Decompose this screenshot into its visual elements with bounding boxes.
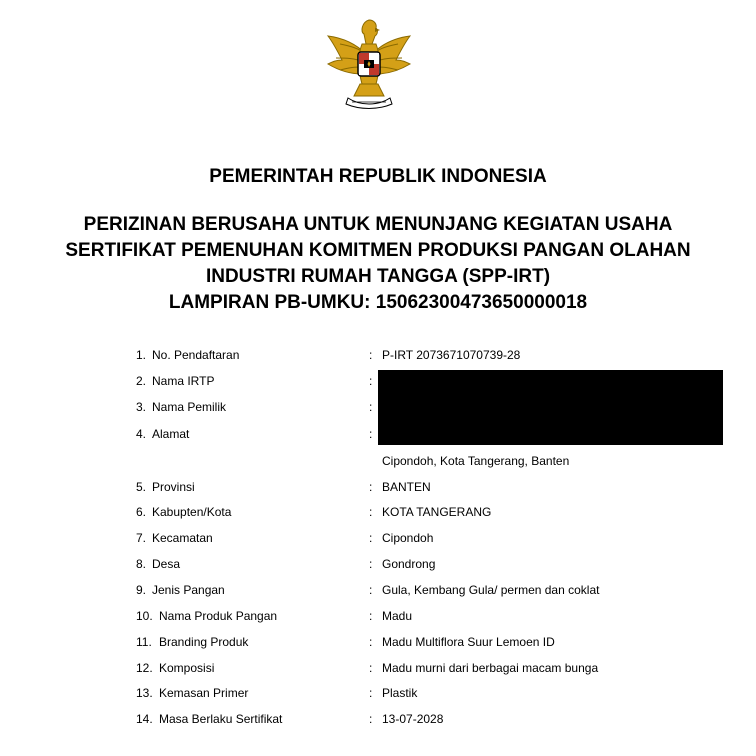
- field-value: Plastik: [382, 686, 418, 700]
- field-row-certificate-validity: [0, 709, 756, 729]
- field-row-food-type: [0, 580, 756, 600]
- field-row-primary-packaging: [0, 683, 756, 703]
- field-row-regency-city: [0, 502, 756, 522]
- field-label: No. Pendaftaran: [152, 348, 240, 362]
- field-value: Cipondoh: [382, 531, 434, 545]
- field-value: Madu murni dari berbagai macam bunga: [382, 661, 599, 675]
- title-line-2: SERTIFIKAT PEMENUHAN KOMITMEN PRODUKSI PANGAN OLAHAN: [65, 240, 691, 261]
- field-number: 2.: [136, 374, 147, 388]
- field-number: 3.: [136, 400, 147, 414]
- field-colon: :: [369, 609, 373, 623]
- field-value: Gondrong: [382, 557, 436, 571]
- field-colon: :: [369, 505, 373, 519]
- field-value: Cipondoh, Kota Tangerang, Banten: [382, 454, 570, 468]
- field-colon: :: [369, 583, 373, 597]
- field-label: Kabupten/Kota: [152, 505, 232, 519]
- field-value: KOTA TANGERANG: [382, 505, 492, 519]
- field-number: 7.: [136, 531, 147, 545]
- field-colon: :: [369, 427, 373, 441]
- government-heading: PEMERINTAH REPUBLIK INDONESIA: [209, 166, 547, 187]
- field-label: Branding Produk: [159, 635, 249, 649]
- field-label: Desa: [152, 557, 181, 571]
- field-colon: :: [369, 635, 373, 649]
- field-label: Nama Pemilik: [152, 400, 227, 414]
- certificate-title: [0, 212, 756, 316]
- field-value: BANTEN: [382, 480, 431, 494]
- field-label: Kemasan Primer: [159, 686, 249, 700]
- field-number: 10.: [136, 609, 153, 623]
- field-row-composition: [0, 658, 756, 678]
- field-label: Jenis Pangan: [152, 583, 225, 597]
- field-label: Provinsi: [152, 480, 195, 494]
- field-number: 9.: [136, 583, 147, 597]
- field-number: 13.: [136, 686, 153, 700]
- field-label: Nama IRTP: [152, 374, 215, 388]
- field-row-village: [0, 554, 756, 574]
- field-colon: :: [369, 374, 373, 388]
- field-label: Masa Berlaku Sertifikat: [159, 712, 283, 726]
- field-number: 4.: [136, 427, 147, 441]
- field-label: Alamat: [152, 427, 190, 441]
- field-number: 6.: [136, 505, 147, 519]
- field-row-product-branding: [0, 632, 756, 652]
- field-row-product-name: [0, 606, 756, 626]
- field-number: 11.: [136, 635, 152, 649]
- field-value: Madu Multiflora Suur Lemoen ID: [382, 635, 555, 649]
- title-line-3: INDUSTRI RUMAH TANGGA (SPP-IRT): [205, 266, 551, 287]
- field-colon: :: [369, 480, 373, 494]
- title-line-4: LAMPIRAN PB-UMKU: 15062300473650000018: [168, 292, 588, 313]
- field-row-district: [0, 528, 756, 548]
- field-colon: :: [369, 400, 373, 414]
- field-number: 12.: [136, 661, 153, 675]
- field-value: Gula, Kembang Gula/ permen dan coklat: [382, 583, 600, 597]
- field-label: Komposisi: [159, 661, 215, 675]
- field-value: P-IRT 2073671070739-28: [382, 348, 521, 362]
- field-row-province: [0, 477, 756, 497]
- field-colon: :: [369, 531, 373, 545]
- field-row-address-continued: [0, 451, 756, 471]
- field-colon: :: [369, 557, 373, 571]
- field-colon: :: [369, 712, 373, 726]
- field-number: 14.: [136, 712, 153, 726]
- field-number: 8.: [136, 557, 147, 571]
- field-colon: :: [369, 348, 373, 362]
- field-label: Nama Produk Pangan: [159, 609, 278, 623]
- field-value: 13-07-2028: [382, 712, 444, 726]
- field-value: Madu: [382, 609, 413, 623]
- title-line-1: PERIZINAN BERUSAHA UNTUK MENUNJANG KEGIATAN USAHA: [83, 214, 673, 235]
- field-row-registration-number: [0, 345, 756, 365]
- field-number: 1.: [136, 348, 147, 362]
- redaction-block: [378, 370, 723, 445]
- field-number: 5.: [136, 480, 147, 494]
- garuda-emblem-icon: [320, 14, 418, 110]
- field-label: Kecamatan: [152, 531, 213, 545]
- field-colon: :: [369, 686, 373, 700]
- field-colon: :: [369, 661, 373, 675]
